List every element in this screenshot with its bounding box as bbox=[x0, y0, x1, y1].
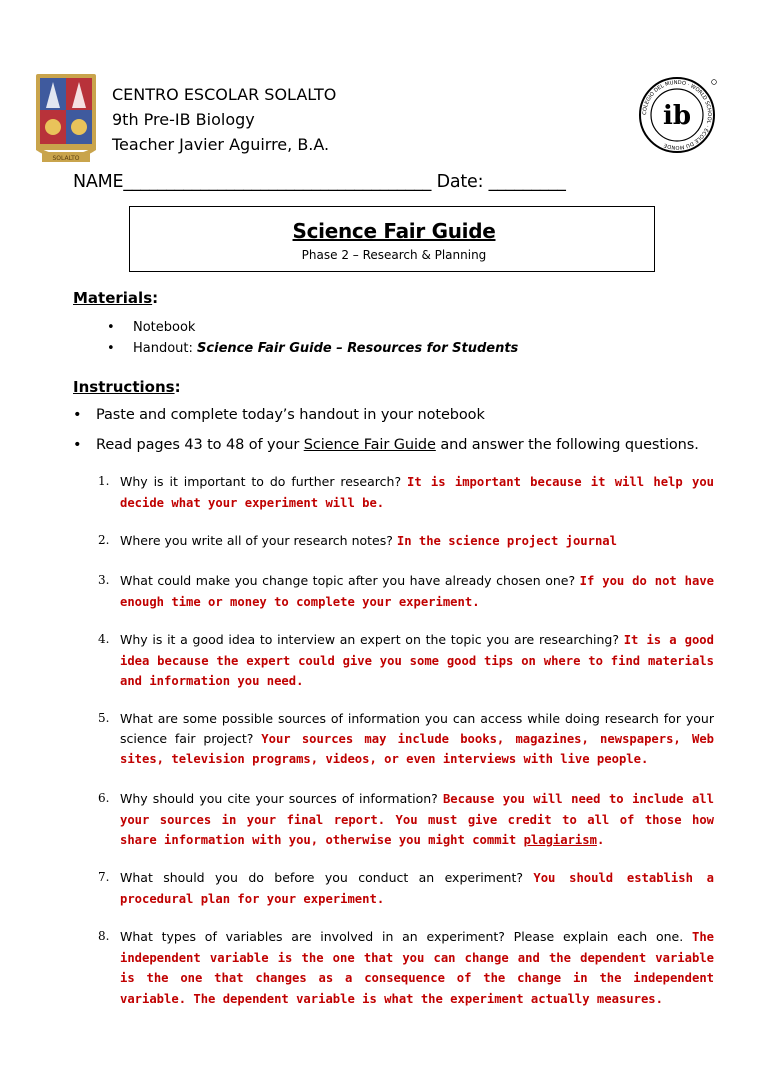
question-text: Where you write all of your research notes? bbox=[120, 533, 397, 548]
answer-text: You should establish a procedural plan for your experiment bbox=[120, 871, 714, 906]
question-item: 2. Where you write all of your research notes? In the science project journal bbox=[98, 533, 617, 548]
answer-text: In the science project journal bbox=[396, 534, 617, 548]
question-item: 1. Why is it important to do further research? It is important because it will help you decide what your experiment will be. bbox=[98, 474, 714, 510]
bullet-icon: • bbox=[107, 341, 115, 356]
question-text: Why is it a good idea to interview an expert on the topic you are researching? bbox=[120, 632, 624, 647]
question-item: 4. Why is it a good idea to interview an expert on the topic you are researching? It is a good idea because the expert could give you some good tips on where to find materials and information you need. bbox=[98, 632, 714, 688]
name-date-line: NAME____________________________________ Date: _________ bbox=[73, 172, 566, 192]
question-item: 8. What types of variables are involved in an experiment? Please explain each one. The independent variable is the one that you can change and the dependent variable is the one that changes as a consequence of the change in the independent variable. The dependent variable is what the experiment actually measures. bbox=[98, 929, 714, 1006]
document-title: Science Fair Guide bbox=[292, 219, 496, 243]
instructions-heading: Instructions: bbox=[73, 378, 181, 396]
question-item: 5. What are some possible sources of information you can access while doing research for your science fair project? Your sources may include books, magazines, newspapers, Web sites, television programs, videos, or even interviews with live people. bbox=[98, 711, 714, 766]
title-box bbox=[129, 206, 655, 272]
bullet-icon: • bbox=[107, 320, 115, 335]
document-subtitle: Phase 2 – Research & Planning bbox=[301, 248, 487, 262]
answer-text: Your sources may include books, magazines, newspapers, Web sites, television programs, videos, or even interviews with live people bbox=[120, 731, 714, 766]
question-text: What should you do before you conduct an experiment? bbox=[120, 870, 534, 885]
answer-text: The independent variable is the one that you can change and the dependent variable is the one that changes as a consequence of the change in the independent variable. The dependent variable is what the experiment actually measures bbox=[120, 930, 714, 1006]
question-item: 3. What could make you change topic after you have already chosen one? If you do not have enough time or money to complete your experiment. bbox=[98, 573, 714, 609]
question-text: What types of variables are involved in an experiment? Please explain each one. bbox=[120, 929, 692, 944]
guide-reference: Science Fair Guide bbox=[303, 437, 436, 453]
ib-ring-text: COLEGIO DEL MUNDO · WORLD SCHOOL · ÉCOLE DU MONDE bbox=[641, 79, 713, 151]
answer-text: Because you will need to include all your sources in your final report. You must give credit to all of those how share information with you, otherwise you might commit bbox=[120, 792, 714, 847]
plagiarism-term: plagiarism bbox=[523, 833, 597, 847]
bullet-icon: • bbox=[73, 407, 82, 423]
teacher-name: Teacher Javier Aguirre, B.A. bbox=[112, 135, 330, 154]
question-item: 7. What should you do before you conduct an experiment? You should establish a procedural plan for your experiment. bbox=[98, 870, 714, 906]
school-header bbox=[112, 82, 336, 157]
ib-world-school-logo bbox=[636, 74, 718, 156]
question-text: Why is it important to do further research? bbox=[120, 474, 407, 489]
course-name: 9th Pre-IB Biology bbox=[112, 110, 255, 129]
answer-text: If you do not have enough time or money to complete your experiment bbox=[120, 574, 714, 609]
document-page: SOLALTO COLEGIO DEL MUNDO · WORLD SCHOOL · ÉCOLE DU MONDE ib CENTRO ESCOLAR SOLALTO 9th Pre-IB Biology Teacher Javier Aguirre, B.A. NAME____________________________________ Date: _________ Science Fair Guide Phase 2 – Research & Planning Materials: • Notebook • Handout: Science Fair Guide – Resources for Students Instructions: • Paste and complete today’s handout in your notebook • Read pages 43 to 48 of your Science Fair Guide and answer the following questions. 1. Why is it important to do further research? It is important because it will help you decide what your experiment will be. 2. Where you write all of your research notes? In the science project journal 3. What could make you change topic after you have already chosen one? If you do not have enough time or money to complete your experiment. 4. Why is it a good idea to interview an expert on the topic you are researching? It is a good idea because the expert could give you some good tips on where to find materials and information you need. 5. What are some possible sources of information you can access while doing research for your science fair project? Your sources may include books, magazines, newspapers, Web sites, television programs, videos, or even interviews with live people. 6. Why should you cite your sources of information? Because you will need to include all your sources in your final report. You must give credit to all of those how share information with you, otherwise you might commit plagiarism. 7. What should you do before you conduct an experiment? You should establish a procedural plan for your experiment. 8. What types of variables are involved in an experiment? Please explain each one. The independent variable is the one that you can change and the dependent variable is the one that changes as a consequence of the change in the independent variable. The dependent variable is what the experiment actually measures. bbox=[0, 0, 768, 1087]
answer-text: It is a good idea because the expert could give you some good tips on where to find materials and information you need bbox=[120, 633, 714, 688]
school-name: CENTRO ESCOLAR SOLALTO bbox=[112, 85, 337, 104]
question-item: 6. Why should you cite your sources of information? Because you will need to include all your sources in your final report. You must give credit to all of those how share information with you, otherwise you might commit plagiarism. bbox=[98, 791, 714, 847]
crest-label: SOLALTO bbox=[52, 155, 80, 162]
question-text: Why should you cite your sources of information? bbox=[120, 791, 443, 806]
question-text: What are some possible sources of information you can access while doing research for your science fair project? bbox=[120, 711, 714, 746]
bullet-icon: • bbox=[73, 437, 82, 453]
ib-mark: ib bbox=[662, 101, 692, 131]
answer-text: It is important because it will help you decide what your experiment will be. bbox=[120, 475, 714, 510]
question-text: What could make you change topic after you have already chosen one? bbox=[120, 573, 580, 588]
school-crest-logo bbox=[34, 72, 98, 168]
materials-heading: Materials: bbox=[73, 289, 159, 307]
